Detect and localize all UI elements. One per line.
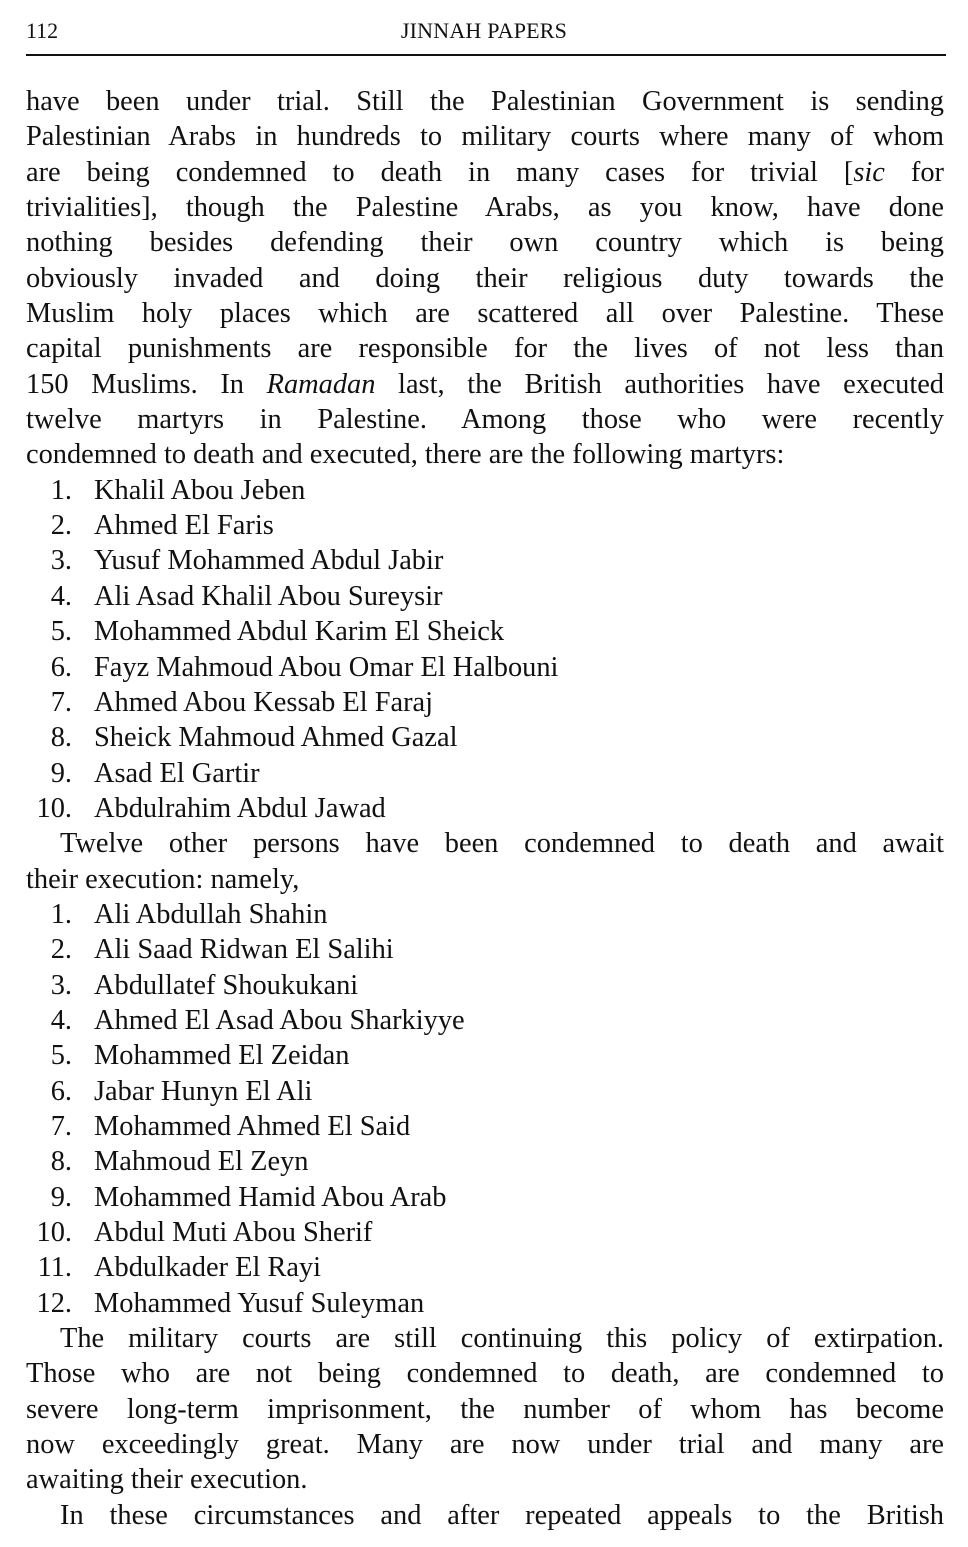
page-header bbox=[26, 14, 942, 50]
page-number: 112 bbox=[26, 18, 59, 43]
italic-term: Ramadan bbox=[266, 368, 376, 400]
list-item: 11. Abdulkader El Rayi bbox=[37, 1252, 322, 1284]
list-item: 7. Ahmed Abou Kessab El Faraj bbox=[50, 686, 434, 718]
paragraph-line: their execution: namely, bbox=[26, 863, 300, 895]
paragraph-line: The military courts are still continuing this policy of extirpation. bbox=[60, 1323, 944, 1355]
paragraph-line: Palestinian Arabs in hundreds to military courts where many of whom bbox=[26, 121, 944, 153]
paragraph-line: 150 Muslims. In Ramadan last, the British authorities have executed bbox=[26, 368, 944, 400]
list-item: 4. Ahmed El Asad Abou Sharkiyye bbox=[50, 1004, 465, 1036]
list-item: 10. Abdul Muti Abou Sherif bbox=[36, 1217, 373, 1248]
running-head: JINNAH PAPERS bbox=[400, 18, 568, 43]
list-item: 9. Mohammed Hamid Abou Arab bbox=[50, 1181, 447, 1213]
paragraph-line: now exceedingly great. Many are now under trial and many are bbox=[26, 1429, 944, 1461]
list-item: 6. Jabar Hunyn El Ali bbox=[50, 1075, 313, 1107]
list-item: 7. Mohammed Ahmed El Said bbox=[50, 1110, 411, 1142]
page-body bbox=[26, 84, 944, 1533]
paragraph-line: Those who are not being condemned to death, are condemned to bbox=[26, 1358, 944, 1390]
list-item: 8. Sheick Mahmoud Ahmed Gazal bbox=[50, 722, 458, 754]
list-item: 1. Ali Abdullah Shahin bbox=[50, 898, 328, 930]
paragraph-line: In these circumstances and after repeated appeals to the British bbox=[60, 1499, 944, 1531]
list-item: 1. Khalil Abou Jeben bbox=[50, 474, 306, 506]
italic-term: sic bbox=[853, 156, 885, 188]
list-item: 3. Abdullatef Shoukukani bbox=[50, 969, 359, 1001]
list-item: 4. Ali Asad Khalil Abou Sureysir bbox=[50, 580, 443, 612]
list-item: 9. Asad El Gartir bbox=[50, 757, 260, 789]
paragraph-line: Twelve other persons have been condemned to death and await bbox=[60, 828, 944, 860]
paragraph-line: severe long-term imprisonment, the number of whom has become bbox=[26, 1393, 944, 1425]
list-item: 3. Yusuf Mohammed Abdul Jabir bbox=[50, 545, 444, 577]
list-item: 12. Mohammed Yusuf Suleyman bbox=[36, 1287, 425, 1319]
paragraph-line: capital punishments are responsible for the lives of not less than bbox=[26, 333, 944, 365]
list-item: 5. Mohammed Abdul Karim El Sheick bbox=[50, 616, 505, 648]
paragraph-line: are being condemned to death in many cases for trivial [sic for bbox=[26, 156, 945, 188]
list-item: 2. Ali Saad Ridwan El Salihi bbox=[50, 934, 394, 966]
paragraph-line: Muslim holy places which are scattered all over Palestine. These bbox=[26, 298, 944, 330]
header-rule bbox=[26, 54, 946, 56]
list-item: 8. Mahmoud El Zeyn bbox=[50, 1146, 309, 1178]
list-item: 10. Abdulrahim Abdul Jawad bbox=[36, 792, 386, 824]
paragraph-line: obviously invaded and doing their religious duty towards the bbox=[26, 262, 944, 294]
list-item: 5. Mohammed El Zeidan bbox=[50, 1040, 350, 1072]
paragraph-line: twelve martyrs in Palestine. Among those who were recently bbox=[26, 404, 944, 436]
paragraph-line: have been under trial. Still the Palestinian Government is sending bbox=[26, 86, 944, 117]
list-item: 2. Ahmed El Faris bbox=[50, 510, 274, 542]
paragraph-line: condemned to death and executed, there are the following martyrs: bbox=[26, 439, 785, 471]
executed-martyrs-list bbox=[26, 473, 944, 826]
paragraph-line: awaiting their execution. bbox=[26, 1464, 308, 1496]
paragraph-line: trivialities], though the Palestine Arabs, as you know, have done bbox=[26, 192, 944, 224]
condemned-persons-list bbox=[26, 897, 944, 1321]
paragraph-line: nothing besides defending their own country which is being bbox=[26, 227, 944, 259]
list-item: 6. Fayz Mahmoud Abou Omar El Halbouni bbox=[50, 651, 559, 683]
